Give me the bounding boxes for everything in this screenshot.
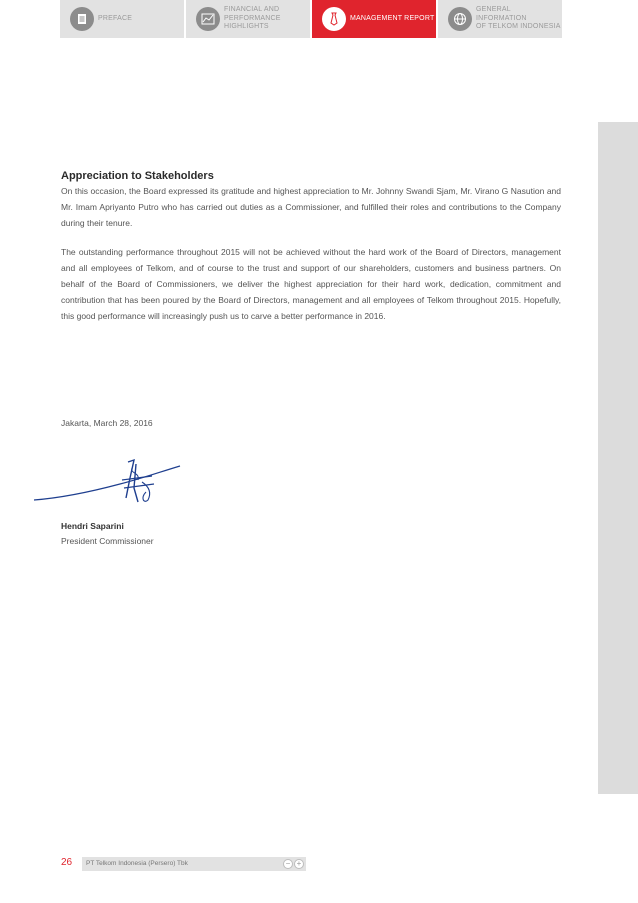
tab-general-label bbox=[476, 6, 562, 32]
signatory-position: President Commissioner bbox=[61, 536, 154, 546]
plus-circle-icon[interactable]: + bbox=[294, 859, 304, 869]
tab-management-report[interactable] bbox=[312, 0, 436, 38]
document-icon bbox=[70, 7, 94, 31]
footer-company: PT Telkom Indonesia (Persero) Tbk bbox=[86, 860, 188, 867]
tab-label-line: MANAGEMENT REPORT bbox=[350, 14, 435, 22]
signature bbox=[30, 458, 190, 506]
tab-financial-label bbox=[224, 6, 281, 32]
section-heading: Appreciation to Stakeholders bbox=[61, 170, 214, 182]
main-content bbox=[61, 170, 561, 324]
globe-icon bbox=[448, 7, 472, 31]
tab-label-line: HIGHLIGHTS bbox=[224, 23, 269, 31]
tie-icon bbox=[322, 7, 346, 31]
tab-label-line: PERFORMANCE bbox=[224, 14, 281, 22]
tab-label-line: FINANCIAL AND bbox=[224, 6, 280, 14]
tab-financial-highlights[interactable] bbox=[186, 0, 310, 38]
paragraph-appreciation: On this occasion, the Board expressed its gratitude and highest appreciation to Mr. Johnny Swandi Sjam, Mr. Virano G Nasution and Mr. Imam Apriyanto Putro who has carried out duties as a Commissioner, and fulfilled their roles and contributions to the Company during their tenure. bbox=[61, 186, 561, 228]
tab-label-line: PREFACE bbox=[98, 14, 133, 22]
tab-management-label bbox=[350, 15, 434, 24]
tab-general-information[interactable] bbox=[438, 0, 562, 38]
chart-icon bbox=[196, 7, 220, 31]
tab-label-line: GENERAL INFORMATION bbox=[476, 6, 527, 22]
tab-label-line: OF TELKOM INDONESIA bbox=[476, 23, 561, 31]
paragraph-performance: The outstanding performance throughout 2015 will not be achieved without the hard work of the Board of Directors, management and all employees of Telkom, and of course to the trust and support of our shareholders, customers and business partners. On behalf of the Board of Commissioners, we deliver the highest appreciation for their hard work, dedication, commitment and contribution that has been poured by the Board of Directors, management and all employees of Telkom throughout 2015. Hopefully, this good performance will increasingly push us to carve a better performance in 2016. bbox=[61, 247, 561, 321]
place-date: Jakarta, March 28, 2016 bbox=[61, 418, 153, 428]
tab-preface[interactable] bbox=[60, 0, 184, 38]
tab-preface-label bbox=[98, 15, 132, 24]
page-number: 26 bbox=[61, 857, 73, 868]
footer-bar bbox=[82, 857, 306, 871]
side-tab-strip bbox=[598, 122, 638, 794]
minus-circle-icon[interactable]: − bbox=[283, 859, 293, 869]
signatory-name: Hendri Saparini bbox=[61, 521, 124, 531]
